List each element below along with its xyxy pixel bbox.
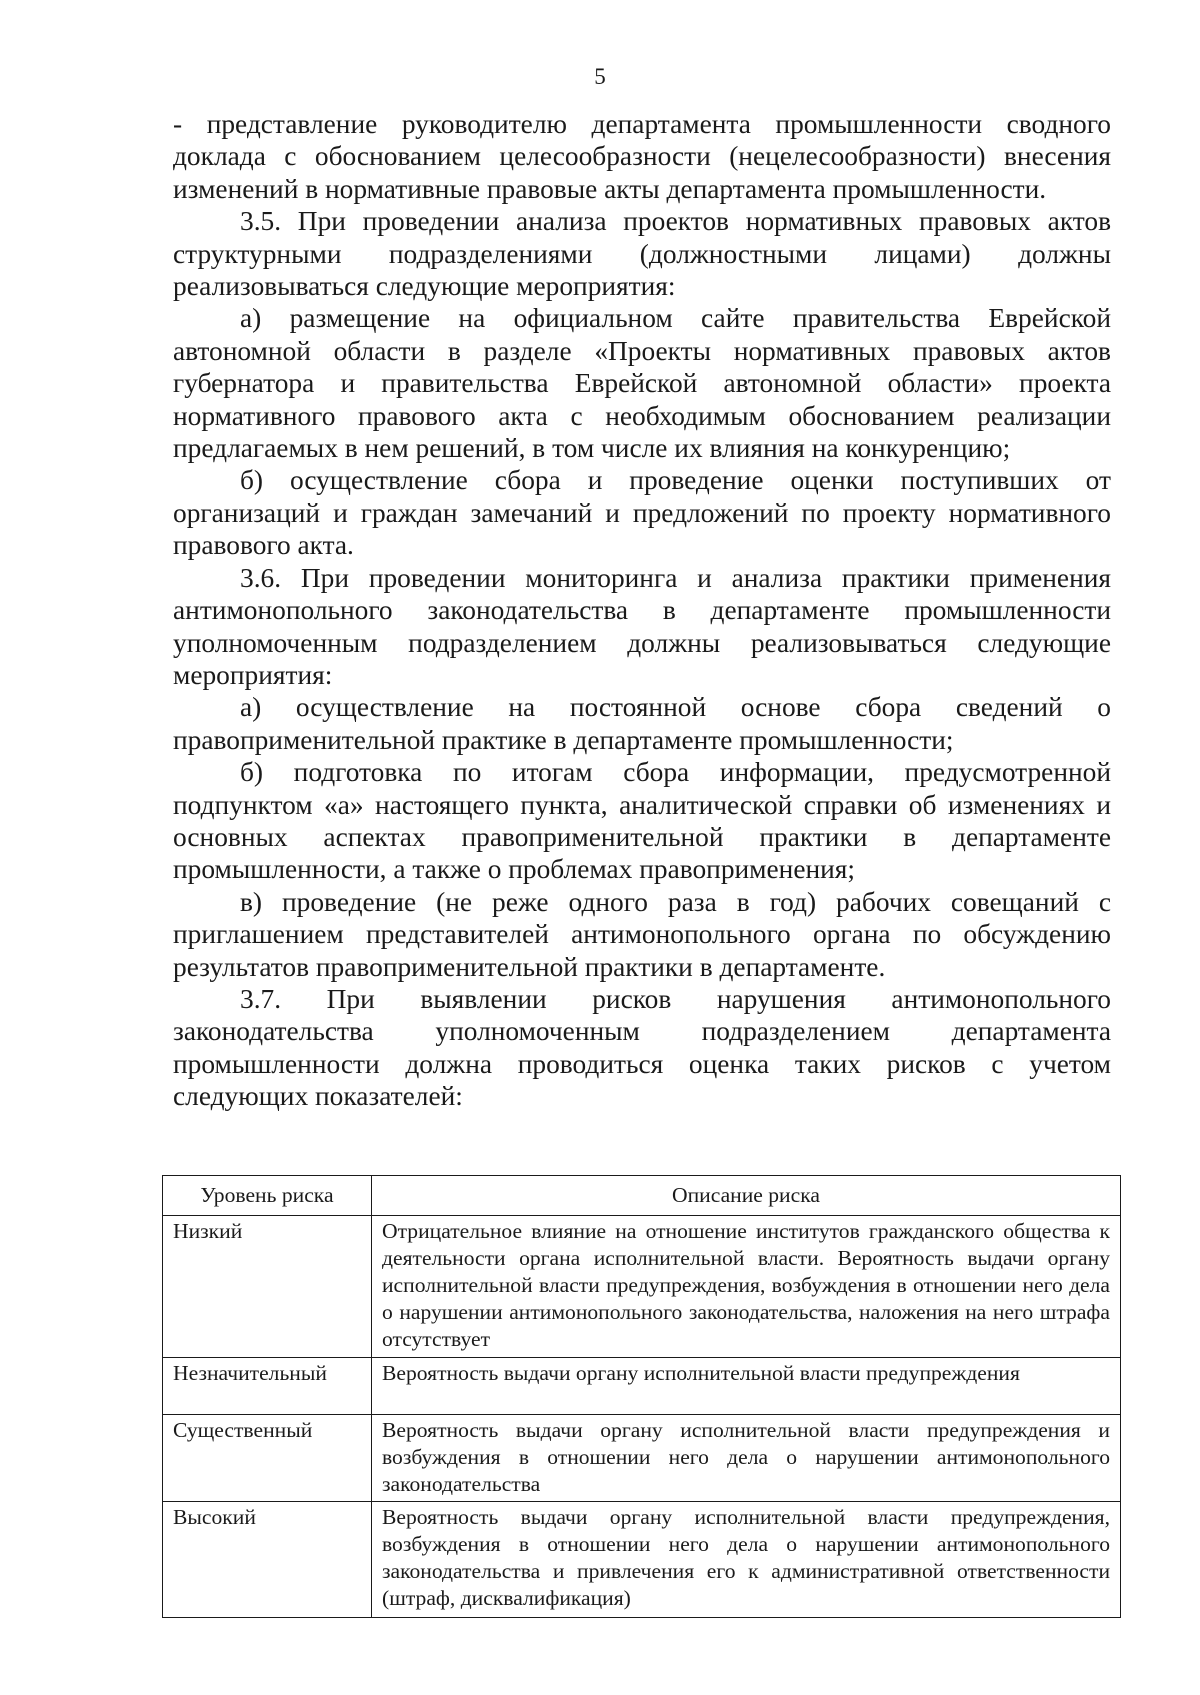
- table-row: [163, 1358, 1121, 1415]
- body-text: [173, 108, 1111, 1113]
- table-row: [163, 1216, 1121, 1358]
- paragraph-report: - представление руководителю департамента промышленности сводного доклада с обоснованием целесообразности (нецелесообразности) внесения изменений в нормативные правовые акты департамента промышленности.: [173, 109, 1111, 204]
- table-row: [163, 1415, 1121, 1502]
- risk-description-cell: Отрицательное влияние на отношение институтов гражданского общества к деятельности органа исполнительной власти. Вероятность выдачи органу исполнительной власти предупреждения, возбуждения в отношении него дела о нарушении антимонопольного законодательства, наложения на него штрафа отсутствует: [372, 1216, 1121, 1358]
- risk-description-cell: Вероятность выдачи органу исполнительной власти предупреждения, возбуждения в отношении него дела о нарушении антимонопольного законодательства и привлечения его к административной ответственности (штраф, дисквалификация): [372, 1502, 1121, 1618]
- risk-level-cell: Низкий: [163, 1216, 372, 1358]
- paragraph-3-6-v: в) проведение (не реже одного раза в год) рабочих совещаний с приглашением представителей антимонопольного органа по обсуждению результатов правоприменительной практики в департаменте.: [173, 886, 1111, 982]
- page-number: 5: [594, 64, 606, 89]
- risk-level-cell: Незначительный: [163, 1358, 372, 1415]
- risk-description-cell: Вероятность выдачи органу исполнительной власти предупреждения и возбуждения в отношении него дела о нарушении антимонопольного законодательства: [372, 1415, 1121, 1502]
- paragraph-3-6: 3.6. При проведении мониторинга и анализа практики применения антимонопольного законодательства в департаменте промышленности уполномоченным подразделением должны реализовываться следующие мероприятия:: [173, 562, 1111, 690]
- header-risk-description: Описание риска: [372, 1176, 1121, 1216]
- paragraph-3-5-a: а) размещение на официальном сайте правительства Еврейской автономной области в разделе «Проекты нормативных правовых актов губернатора и правительства Еврейской автономной области» проекта нормативного правового акта с необходимым обоснованием реализации предлагаемых в нем решений, в том числе их влияния на конкуренцию;: [173, 303, 1111, 464]
- risk-level-cell: Существенный: [163, 1415, 372, 1502]
- table-header-row: [163, 1176, 1121, 1216]
- paragraph-3-5: 3.5. При проведении анализа проектов нормативных правовых актов структурными подразделениями (должностными лицами) должны реализовываться следующие мероприятия:: [173, 206, 1111, 302]
- risk-table: [162, 1175, 1121, 1618]
- header-risk-level: Уровень риска: [163, 1176, 372, 1216]
- risk-description-cell: Вероятность выдачи органу исполнительной власти предупреждения: [372, 1358, 1121, 1415]
- paragraph-3-5-b: б) осуществление сбора и проведение оценки поступивших от организаций и граждан замечаний и предложений по проекту нормативного правового акта.: [173, 465, 1111, 561]
- paragraph-3-6-a: а) осуществление на постоянной основе сбора сведений о правоприменительной практике в департаменте промышленности;: [173, 692, 1111, 755]
- risk-level-cell: Высокий: [163, 1502, 372, 1618]
- paragraph-3-7: 3.7. При выявлении рисков нарушения антимонопольного законодательства уполномоченным подразделением департамента промышленности должна проводиться оценка таких рисков с учетом следующих показателей:: [173, 983, 1111, 1112]
- paragraph-3-6-b: б) подготовка по итогам сбора информации, предусмотренной подпунктом «а» настоящего пункта, аналитической справки об изменениях и основных аспектах правоприменительной практики в департаменте промышленности, а также о проблемах правоприменения;: [173, 757, 1111, 885]
- table-row: [163, 1502, 1121, 1618]
